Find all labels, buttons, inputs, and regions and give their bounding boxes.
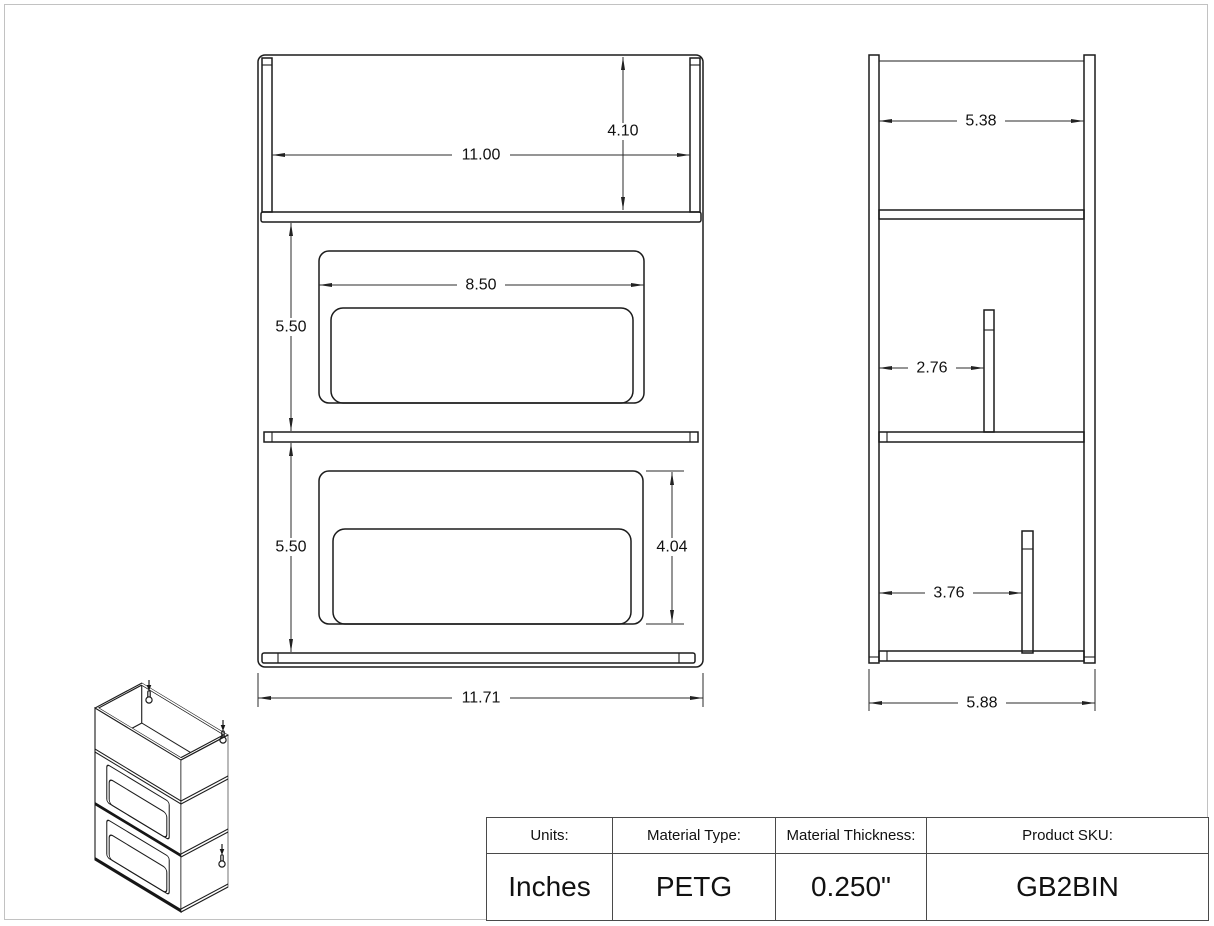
- dim-front-interior-width: 11.00: [461, 146, 501, 164]
- dim-side-lower-divider-offset: 3.76: [933, 584, 965, 602]
- dim-side-upper-divider-offset: 2.76: [916, 359, 948, 377]
- material-thickness-value: 0.250": [810, 871, 891, 902]
- title-block-units: [487, 818, 612, 920]
- sheet-border: [4, 4, 1208, 920]
- title-block-product-sku: [926, 818, 1208, 920]
- dim-front-panel-height: 4.04: [656, 538, 688, 556]
- material-thickness-label: Material Thickness:: [776, 818, 926, 854]
- title-block: [486, 817, 1209, 921]
- dim-side-interior-depth: 5.38: [965, 112, 997, 130]
- dim-side-overall-depth: 5.88: [966, 694, 998, 712]
- dim-front-opening-width: 8.50: [465, 276, 497, 294]
- product-sku-value: GB2BIN: [1016, 871, 1119, 902]
- dim-front-upper-section-height: 5.50: [275, 318, 307, 336]
- dim-front-overall-width: 11.71: [461, 689, 501, 707]
- product-sku-label: Product SKU:: [927, 818, 1208, 854]
- dim-front-lower-section-height: 5.50: [275, 538, 307, 556]
- units-label: Units:: [487, 818, 612, 854]
- title-block-material-thickness: [775, 818, 926, 920]
- dim-front-top-bin-height: 4.10: [607, 122, 639, 140]
- material-type-label: Material Type:: [613, 818, 775, 854]
- material-type-value: PETG: [655, 871, 733, 902]
- title-block-material-type: [612, 818, 775, 920]
- units-value: Inches: [508, 871, 591, 902]
